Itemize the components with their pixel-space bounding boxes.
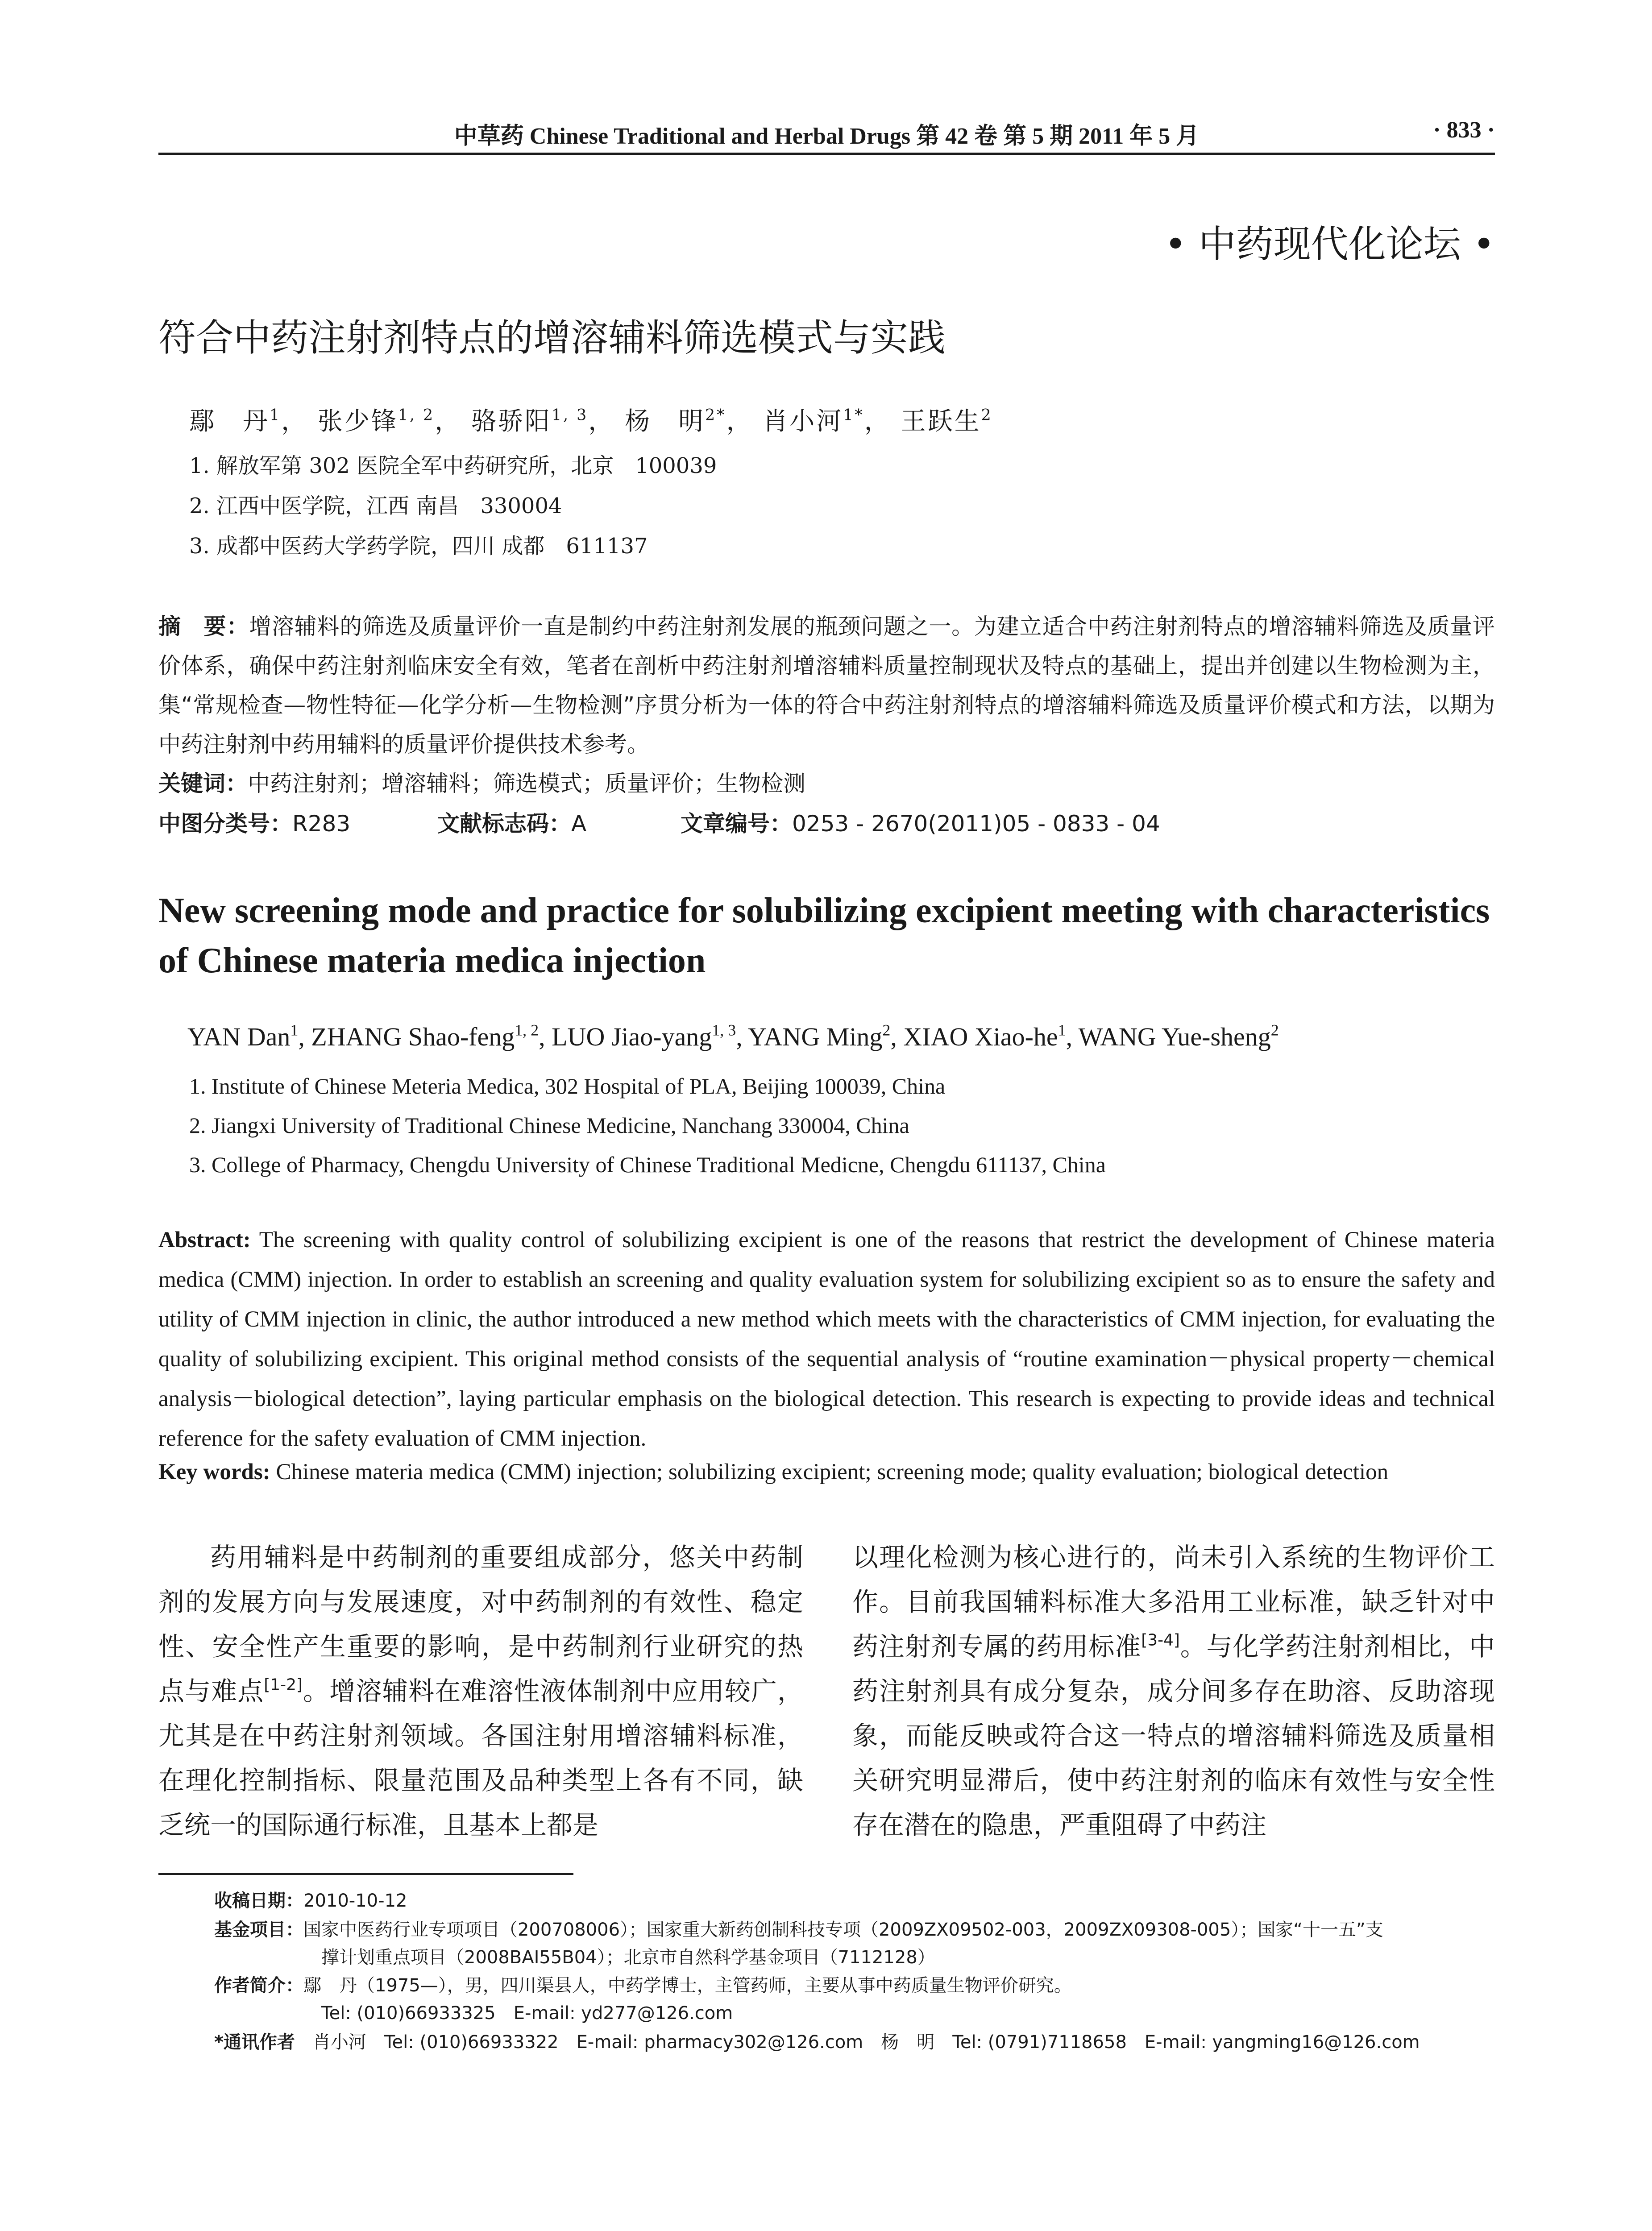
author-sup: 1*: [843, 406, 864, 424]
fn-corr-text: 肖小河 Tel: (010)66933322 E-mail: pharmacy302@126.com 杨 明 Tel: (0791)7118658 E-mail: yangming16@126.com: [312, 2032, 1420, 2053]
fn-author: [214, 1971, 1072, 1997]
doc-code-value: A: [571, 811, 587, 837]
cn-abstract: [158, 607, 1495, 764]
body-column-right: [852, 1535, 1495, 1847]
en-author: WANG Yue-sheng: [1078, 1022, 1271, 1051]
author-sup: 1, 2: [398, 406, 435, 424]
fn-author-contact: Tel: (010)66933325 E-mail: yd277@126.com: [321, 2003, 733, 2024]
body-text: 药用辅料是中药制剂的重要组成部分，悠关中药制剂的发展方向与发展速度，对中药制剂的有效性、稳定性、安全性产生重要的影响，是中药制剂行业研究的热点与难点: [158, 1542, 803, 1706]
author-sup: 1: [290, 1021, 299, 1039]
cn-affiliation: 2. 江西中医学院，江西 南昌 330004: [189, 493, 562, 518]
cn-author: 鄢 丹: [189, 407, 270, 436]
header-rule: [158, 153, 1495, 155]
fn-received: [214, 1887, 407, 1912]
citation[interactable]: [3-4]: [1141, 1631, 1180, 1650]
en-abstract-text: The screening with quality control of solubilizing excipient is one of the reasons that restrict the development of Chinese materia medica (CMM) injection. In order to establish an screening and quality evaluation system for solubilizing excipient so as to ensure the safety and utility of CMM injection in clinic, the author introduced a new method which meets with the characteristics of CMM injection, for evaluating the quality of solubilizing excipient. This original method consists of the sequential analysis of “routine examination－physical property－chemical analysis－biological detection”, laying particular emphasis on the biological detection. This research is expecting to provide ideas and technical reference for the safety evaluation of CMM injection.: [158, 1227, 1495, 1451]
author-sup: 2*: [705, 406, 726, 424]
doc-code-label: 文献标志码：: [437, 811, 571, 837]
cn-keywords: [158, 766, 805, 798]
cn-abstract-text: 增溶辅料的筛选及质量评价一直是制约中药注射剂发展的瓶颈问题之一。为建立适合中药注射剂特点的增溶辅料筛选及质量评价体系，确保中药注射剂临床安全有效，笔者在剖析中药注射剂增溶辅料质量控制现状及特点的基础上，提出并创建以生物检测为主，集“常规检查—物性特征—化学分析—生物检测”序贯分析为一体的符合中药注射剂特点的增溶辅料筛选及质量评价模式和方法，以期为中药注射剂中药用辅料的质量评价提供技术参考。: [158, 614, 1495, 757]
en-abstract-label: Abstract:: [158, 1227, 251, 1252]
cn-author: 肖小河: [763, 407, 843, 436]
cn-keywords-label: 关键词：: [158, 771, 248, 796]
fn-corr-label: *通讯作者: [214, 2032, 295, 2053]
body-text: 以理化检测为核心进行的，尚未引入系统的生物评价工作。目前我国辅料标准大多沿用工业标准，缺乏针对中药注射剂专属的药用标准: [852, 1542, 1495, 1662]
en-affiliation: 1. Institute of Chinese Meteria Medica, 302 Hospital of PLA, Beijing 100039, China: [189, 1074, 946, 1099]
en-author: LUO Jiao-yang: [552, 1022, 712, 1051]
cn-classification-line: [158, 806, 1495, 837]
author-sup: 1: [1058, 1021, 1066, 1039]
fn-received-label: 收稿日期：: [214, 1891, 303, 1911]
fn-received-value: 2010-10-12: [303, 1891, 407, 1911]
article-number: [681, 806, 1160, 838]
en-title-line: of Chinese materia medica injection: [158, 941, 706, 980]
fn-fund: [214, 1916, 1383, 1941]
clc-label: 中图分类号：: [158, 811, 292, 837]
en-title: [158, 886, 1497, 986]
en-title-line: New screening mode and practice for solubilizing excipient meeting with characteristics: [158, 891, 1490, 930]
page-number: · 833 ·: [1433, 117, 1495, 143]
author-sup: 2: [1270, 1021, 1279, 1039]
journal-line: 中草药 Chinese Traditional and Herbal Drugs 第 42 卷 第 5 期 2011 年 5 月: [454, 124, 1200, 149]
document-code: [437, 806, 586, 838]
en-keywords: [158, 1459, 1497, 1485]
clc-number: [158, 806, 350, 838]
fn-fund-label: 基金项目：: [214, 1920, 303, 1940]
author-sup: 1, 3: [551, 406, 589, 424]
running-header: [158, 117, 1495, 153]
fn-fund-cont: 撑计划重点项目（2008BAI55B04）；北京市自然科学基金项目（7112128）: [321, 1947, 935, 1968]
column-label: • 中药现代化论坛 •: [1164, 222, 1495, 266]
clc-value: R283: [292, 811, 351, 837]
cn-authors: 鄢 丹$^1$， 张少锋$^{1, 2}$， 骆骄阳$^{1, 3}$， 杨 明$^{2*}$， 肖小河$^{1*}$， 王跃生$^2$: [189, 406, 993, 436]
author-sup: 1: [270, 406, 282, 424]
article-no-label: 文章编号：: [681, 811, 792, 837]
body-text: 。与化学药注射剂相比，中药注射剂具有成分复杂，成分间多存在助溶、反助溶现象，而能反映或符合这一特点的增溶辅料筛选及质量相关研究明显滞后，使中药注射剂的临床有效性与安全性存在潜在的隐患，严重阻碍了中药注: [852, 1631, 1495, 1840]
fn-corresponding: [214, 2028, 1420, 2053]
fn-author-label: 作者简介：: [214, 1975, 303, 1996]
author-sup: 1, 3: [712, 1021, 736, 1039]
en-affiliation: 3. College of Pharmacy, Chengdu University of Chinese Traditional Medicne, Chengdu 611137, China: [189, 1152, 1106, 1177]
cn-author: 骆骄阳: [471, 407, 552, 436]
cn-author: 张少锋: [317, 407, 398, 436]
body-text: 。增溶辅料在难溶性液体制剂中应用较广，尤其是在中药注射剂领域。各国注射用增溶辅料标准，在理化控制指标、限量范围及品种类型上各有不同，缺乏统一的国际通行标准，且基本上都是: [158, 1676, 803, 1840]
cn-affiliation: 1. 解放军第 302 医院全军中药研究所，北京 100039: [189, 453, 717, 478]
fn-author-text: 鄢 丹（1975—），男，四川渠县人，中药学博士，主管药师，主要从事中药质量生物评价研究。: [303, 1975, 1072, 1996]
en-keywords-text: Chinese materia medica (CMM) injection; solubilizing excipient; screening mode; quality evaluation; biological detection: [276, 1460, 1389, 1485]
en-affiliation: 2. Jiangxi University of Traditional Chinese Medicine, Nanchang 330004, China: [189, 1113, 909, 1138]
article-no-value: 0253 - 2670(2011)05 - 0833 - 04: [792, 811, 1160, 837]
cn-affiliation: 3. 成都中医药大学药学院，四川 成都 611137: [189, 534, 648, 559]
en-author: YAN Dan: [187, 1022, 291, 1051]
en-author: XIAO Xiao-he: [903, 1022, 1058, 1051]
en-keywords-label: Key words:: [158, 1460, 270, 1485]
cn-keywords-text: 中药注射剂；增溶辅料；筛选模式；质量评价；生物检测: [248, 771, 805, 796]
en-author: YANG Ming: [748, 1022, 883, 1051]
cn-author: 杨 明: [625, 407, 706, 436]
fn-fund-text: 国家中医药行业专项项目（200708006）；国家重大新药创制科技专项（2009ZX09502-003，2009ZX09308-005）；国家“十一五”支: [303, 1920, 1383, 1940]
author-sup: 2: [981, 406, 993, 424]
cn-title: 符合中药注射剂特点的增溶辅料筛选模式与实践: [158, 316, 946, 360]
body-column-left: [158, 1535, 803, 1847]
author-sup: 1, 2: [515, 1021, 539, 1039]
citation[interactable]: [1-2]: [264, 1675, 303, 1694]
en-abstract: [158, 1220, 1495, 1459]
cn-author: 王跃生: [901, 407, 981, 436]
en-authors: YAN Dan$^1$, ZHANG Shao-feng$^{1, 2}$, LUO Jiao-yang$^{1, 3}$, YANG Ming$^2$, XIAO Xiao-$he^1$, WANG Yue-sheng$^2$: [187, 1021, 1279, 1051]
en-author: ZHANG Shao-feng: [311, 1022, 515, 1051]
cn-abstract-label: 摘 要：: [158, 614, 249, 639]
author-sup: 2: [882, 1021, 891, 1039]
footnote-rule: [158, 1873, 573, 1875]
